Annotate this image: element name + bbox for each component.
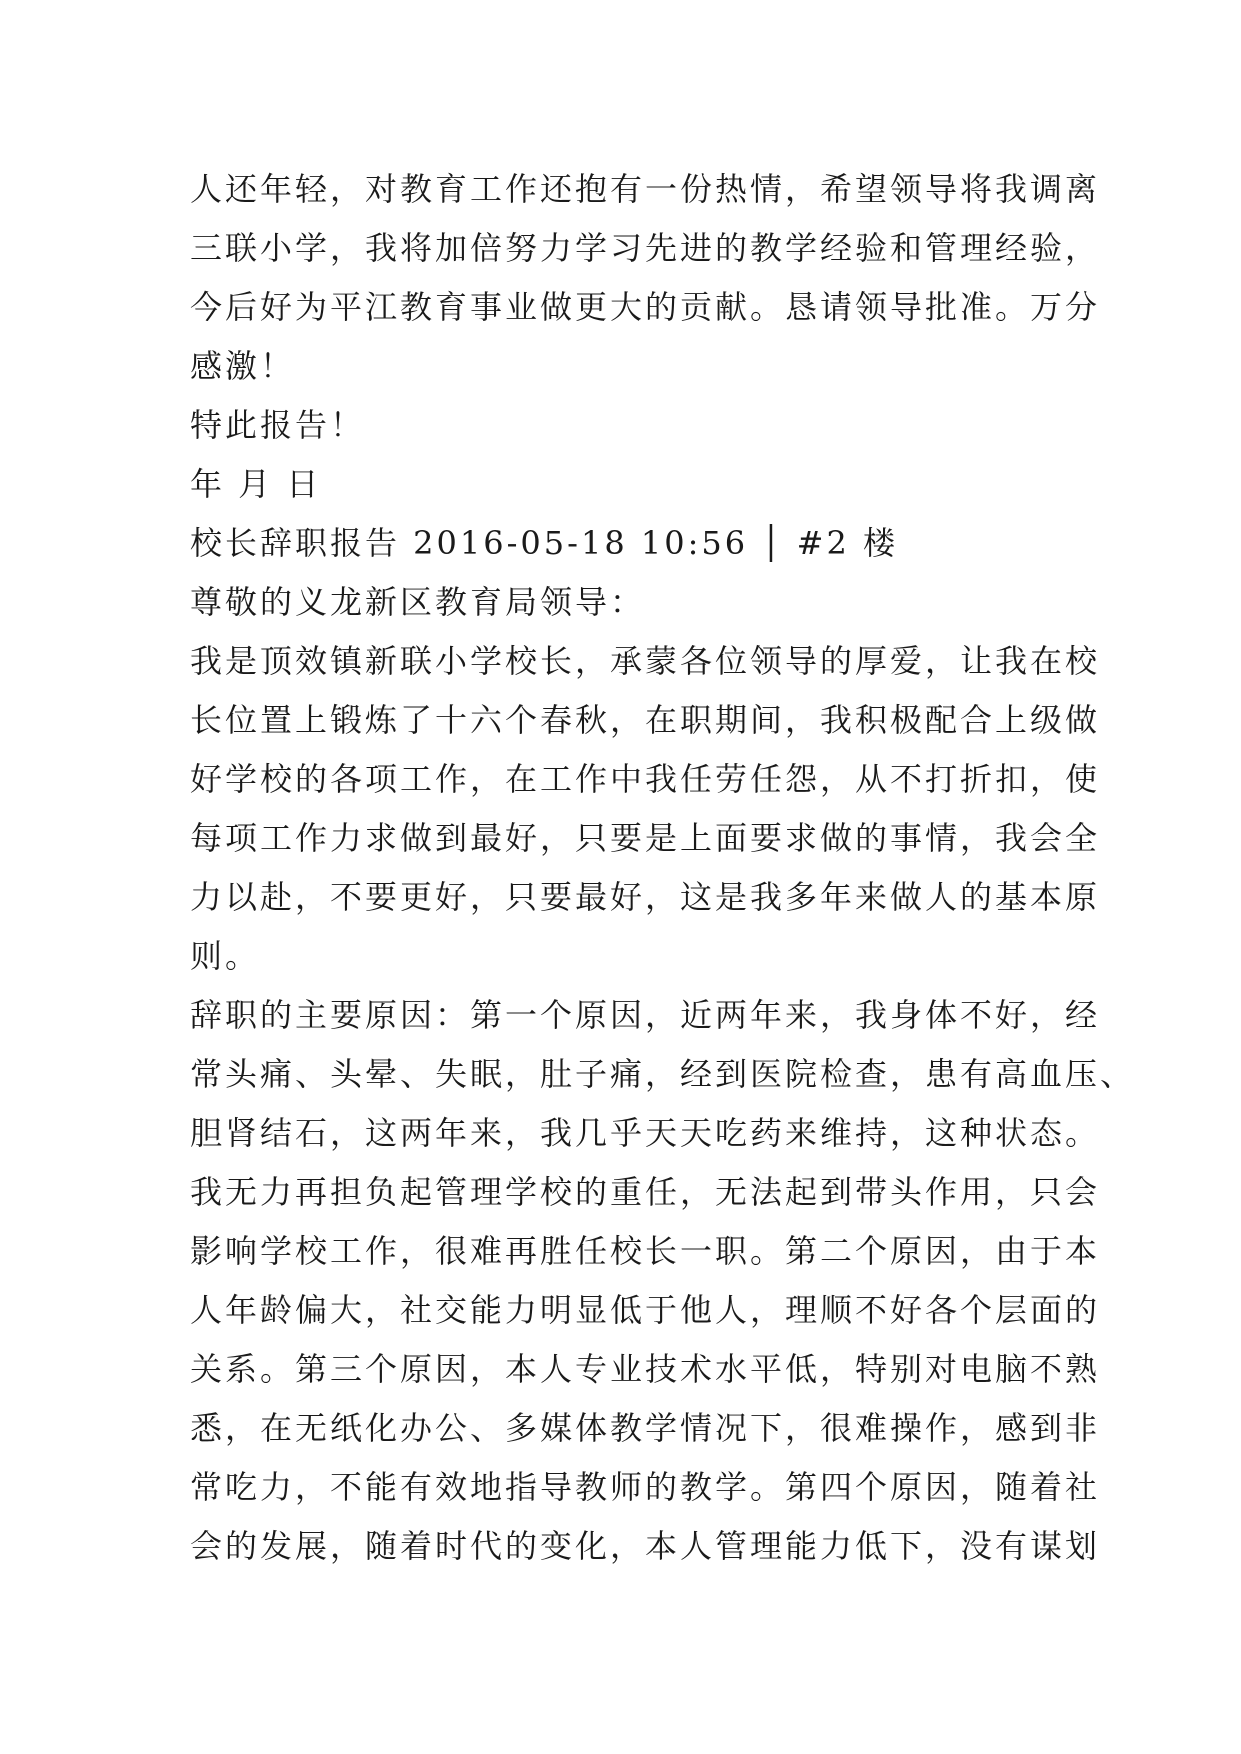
text-line: 我是顶效镇新联小学校长，承蒙各位领导的厚爱，让我在校: [190, 642, 1101, 680]
text-line: 关系。第三个原因，本人专业技术水平低，特别对电脑不熟: [190, 1350, 1101, 1388]
text-line: 悉，在无纸化办公、多媒体教学情况下，很难操作，感到非: [190, 1409, 1101, 1447]
text-line: 我无力再担负起管理学校的重任，无法起到带头作用，只会: [190, 1173, 1101, 1211]
text-line: 则。: [190, 937, 261, 975]
text-line: 力以赴，不要更好，只要最好，这是我多年来做人的基本原: [190, 878, 1101, 916]
text-line: 感激！: [190, 347, 296, 385]
text-line: 人还年轻，对教育工作还抱有一份热情，希望领导将我调离: [190, 170, 1101, 208]
text-line: 影响学校工作，很难再胜任校长一职。第二个原因，由于本: [190, 1232, 1101, 1270]
text-line: 长位置上锻炼了十六个春秋，在职期间，我积极配合上级做: [190, 701, 1101, 739]
text-line: 胆肾结石，这两年来，我几乎天天吃药来维持，这种状态。: [190, 1114, 1101, 1152]
document-body: [190, 160, 1136, 1576]
text-line: 三联小学，我将加倍努力学习先进的教学经验和管理经验，: [190, 229, 1101, 267]
text-line: 好学校的各项工作，在工作中我任劳任怨，从不打折扣，使: [190, 760, 1101, 798]
text-line: 每项工作力求做到最好，只要是上面要求做的事情，我会全: [190, 819, 1101, 857]
text-line: 常吃力，不能有效地指导教师的教学。第四个原因，随着社: [190, 1468, 1101, 1506]
text-line: 辞职的主要原因：第一个原因，近两年来，我身体不好，经: [190, 996, 1101, 1034]
post-header: 校长辞职报告 2016-05-18 10:56 │ #2 楼: [190, 524, 899, 562]
text-line: 人年龄偏大，社交能力明显低于他人，理顺不好各个层面的: [190, 1291, 1101, 1329]
text-line: 今后好为平江教育事业做更大的贡献。恳请领导批准。万分: [190, 288, 1101, 326]
salutation: 尊敬的义龙新区教育局领导：: [190, 583, 646, 621]
date-line: 年 月 日: [190, 465, 322, 503]
text-line: 会的发展，随着时代的变化，本人管理能力低下，没有谋划: [190, 1527, 1101, 1565]
text-line: 常头痛、头晕、失眠，肚子痛，经到医院检查，患有高血压、: [190, 1055, 1136, 1093]
closing-line: 特此报告！: [190, 406, 366, 444]
